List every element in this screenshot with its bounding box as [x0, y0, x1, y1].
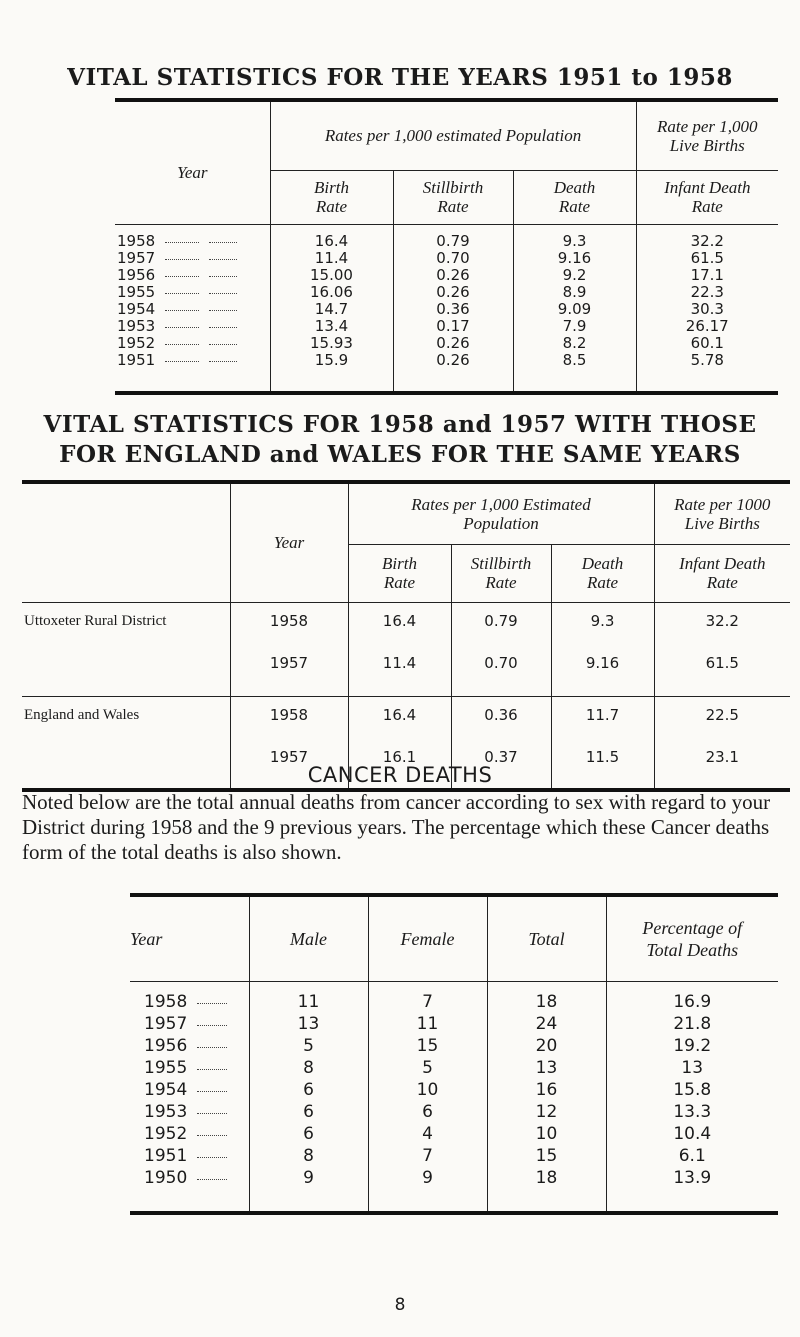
col-group-rate-live-births: Rate per 1000 Live Births: [654, 482, 790, 544]
area-name-cell: Uttoxeter Rural District: [24, 612, 167, 629]
male-count-cell: 6: [249, 1123, 368, 1145]
male-count-cell: 9: [249, 1167, 368, 1189]
stillbirth-rate-cell: 0.26: [393, 284, 513, 301]
death-rate-cell: 9.3: [513, 233, 636, 250]
year-cell: [130, 1145, 249, 1167]
area-name-cell: England and Wales: [24, 706, 140, 723]
stillbirth-rate-cell: 0.17: [393, 318, 513, 335]
male-count-cell: 8: [249, 1145, 368, 1167]
infant-death-rate-cell: 32.2: [636, 233, 778, 250]
year-cell: [130, 1167, 249, 1189]
infant-death-rate-cell-value: 23.1: [705, 747, 739, 766]
vital-stats-table: [115, 98, 778, 395]
col-header-infant-death-rate: Infant Death Rate: [654, 544, 790, 602]
year-value: 1958: [144, 992, 188, 1012]
birth-rate-cell: [348, 602, 451, 696]
leader-dots: [165, 242, 199, 243]
year-cell: [130, 1035, 249, 1057]
female-count-cell: 9: [368, 1167, 487, 1189]
area-header: [22, 482, 230, 602]
infant-death-rate-cell: 61.5: [636, 250, 778, 267]
year-cell: [115, 267, 270, 284]
year-cell: [115, 318, 270, 335]
leader-dots: [209, 276, 237, 277]
table-row: [130, 1145, 778, 1167]
female-count-cell: 11: [368, 1013, 487, 1035]
year-value: 1956: [117, 266, 156, 284]
male-count-cell: 6: [249, 1079, 368, 1101]
percentage-cell: 10.4: [606, 1123, 778, 1145]
year-cell-value: 1957: [269, 653, 309, 672]
total-count-cell: 13: [487, 1057, 606, 1079]
male-count-cell: 8: [249, 1057, 368, 1079]
infant-death-rate-cell: [654, 602, 790, 696]
birth-rate-cell: 16.4: [270, 233, 393, 250]
col-header-infant-death-rate: Infant Death Rate: [636, 170, 778, 224]
year-value: 1955: [144, 1058, 188, 1078]
death-rate-cell-value: 9.3: [590, 611, 615, 630]
table-row: [115, 250, 778, 267]
percentage-cell: 6.1: [606, 1145, 778, 1167]
total-count-cell: 20: [487, 1035, 606, 1057]
percentage-cell: 19.2: [606, 1035, 778, 1057]
birth-rate-cell: 11.4: [270, 250, 393, 267]
year-cell: [130, 991, 249, 1013]
percentage-cell: 13.9: [606, 1167, 778, 1189]
col-header-birth-rate: Birth Rate: [348, 544, 451, 602]
percentage-cell: 21.8: [606, 1013, 778, 1035]
table-row: [115, 318, 778, 335]
infant-death-rate-cell: 26.17: [636, 318, 778, 335]
infant-death-rate-cell-value: 22.5: [705, 705, 739, 724]
year-value: 1952: [144, 1124, 188, 1144]
comparison-table: [22, 480, 790, 792]
col-group-rates-population: Rates per 1,000 Estimated Population: [348, 482, 654, 544]
table-row: [115, 335, 778, 352]
female-count-cell: 4: [368, 1123, 487, 1145]
birth-rate-cell: 15.93: [270, 335, 393, 352]
birth-rate-cell: 16.06: [270, 284, 393, 301]
death-rate-cell-value: 11.5: [585, 747, 620, 766]
birth-rate-cell: 15.00: [270, 267, 393, 284]
year-cell-value: 1958: [269, 611, 309, 630]
leader-dots: [197, 1047, 227, 1048]
female-count-cell: 10: [368, 1079, 487, 1101]
col-header-death-rate: Death Rate: [551, 544, 654, 602]
table-row: [115, 352, 778, 369]
infant-death-rate-cell: 30.3: [636, 301, 778, 318]
year-cell: [115, 335, 270, 352]
year-cell: [115, 233, 270, 250]
leader-dots: [197, 1135, 227, 1136]
death-rate-cell-value: 9.16: [585, 653, 620, 672]
comparison-title-line1: VITAL STATISTICS FOR 1958 and 1957 WITH THOSE: [43, 411, 757, 438]
year-value: 1954: [117, 300, 156, 318]
col-header-stillbirth-rate: Stillbirth Rate: [451, 544, 551, 602]
year-value: 1951: [144, 1146, 188, 1166]
death-rate-cell-value: 11.7: [585, 705, 620, 724]
col-header-percentage: Percentage of Total Deaths: [606, 895, 778, 981]
death-rate-cell: 8.5: [513, 352, 636, 369]
birth-rate-cell-value: 16.4: [382, 705, 417, 724]
table-row: [130, 1013, 778, 1035]
stillbirth-rate-cell-value: 0.37: [484, 747, 518, 766]
birth-rate-cell-value: 16.1: [382, 747, 417, 766]
stillbirth-rate-cell-value: 0.70: [484, 653, 518, 672]
male-count-cell: 11: [249, 991, 368, 1013]
year-value: 1958: [117, 232, 156, 250]
stillbirth-rate-cell: 0.26: [393, 267, 513, 284]
death-rate-cell: 7.9: [513, 318, 636, 335]
comparison-title: [0, 410, 800, 470]
year-cell: [115, 284, 270, 301]
stillbirth-rate-cell-value: 0.36: [484, 705, 518, 724]
table-row: [130, 1123, 778, 1145]
death-rate-cell: 9.09: [513, 301, 636, 318]
female-count-cell: 7: [368, 1145, 487, 1167]
leader-dots: [209, 361, 237, 362]
female-count-cell: 5: [368, 1057, 487, 1079]
percentage-cell: 13.3: [606, 1101, 778, 1123]
leader-dots: [197, 1069, 227, 1070]
table-row: [130, 1167, 778, 1189]
page-number: 8: [394, 1295, 406, 1315]
year-cell: [115, 250, 270, 267]
percentage-cell: 13: [606, 1057, 778, 1079]
leader-dots: [165, 293, 199, 294]
leader-dots: [197, 1025, 227, 1026]
leader-dots: [209, 293, 237, 294]
total-count-cell: 15: [487, 1145, 606, 1167]
leader-dots: [197, 1179, 227, 1180]
col-header-year: Year: [115, 100, 270, 224]
leader-dots: [165, 344, 199, 345]
death-rate-cell: 8.2: [513, 335, 636, 352]
year-cell: [230, 602, 348, 696]
total-count-cell: 18: [487, 1167, 606, 1189]
leader-dots: [197, 1091, 227, 1092]
infant-death-rate-cell-value: 32.2: [705, 611, 739, 630]
col-group-rates-population: Rates per 1,000 estimated Population: [270, 100, 636, 170]
cancer-deaths-title: CANCER DEATHS: [307, 763, 493, 787]
birth-rate-cell: 15.9: [270, 352, 393, 369]
year-cell-value: 1958: [269, 705, 309, 724]
birth-rate-cell-value: 11.4: [382, 653, 417, 672]
year-value: 1950: [144, 1168, 188, 1188]
year-value: 1952: [117, 334, 156, 352]
leader-dots: [165, 310, 199, 311]
col-header-year: Year: [130, 895, 249, 981]
female-count-cell: 7: [368, 991, 487, 1013]
col-group-rate-live-births: Rate per 1,000 Live Births: [636, 100, 778, 170]
year-value: 1953: [117, 317, 156, 335]
col-header-female: Female: [368, 895, 487, 981]
leader-dots: [197, 1113, 227, 1114]
leader-dots: [209, 327, 237, 328]
col-header-death-rate: Death Rate: [513, 170, 636, 224]
birth-rate-cell-value: 16.4: [382, 611, 417, 630]
comparison-title-line2: FOR ENGLAND and WALES FOR THE SAME YEARS: [59, 441, 741, 468]
vital-stats-title: VITAL STATISTICS FOR THE YEARS 1951 to 1958: [67, 64, 733, 91]
stillbirth-rate-cell: 0.79: [393, 233, 513, 250]
table-row: [115, 284, 778, 301]
year-cell-value: 1957: [269, 747, 309, 766]
year-cell: [115, 352, 270, 369]
leader-dots: [209, 310, 237, 311]
leader-dots: [209, 242, 237, 243]
year-value: 1957: [144, 1014, 188, 1034]
percentage-cell: 15.8: [606, 1079, 778, 1101]
stillbirth-rate-cell: 0.26: [393, 335, 513, 352]
col-header-year: Year: [230, 482, 348, 602]
death-rate-cell: 9.2: [513, 267, 636, 284]
stillbirth-rate-cell: 0.26: [393, 352, 513, 369]
cancer-deaths-paragraph: Noted below are the total annual deaths from cancer according to sex with regard to your District during 1958 and the 9 previous years. The percentage which these Cancer deaths form of the total deaths is also shown.: [22, 790, 771, 864]
leader-dots: [197, 1157, 227, 1158]
stillbirth-rate-cell: 0.70: [393, 250, 513, 267]
total-count-cell: 12: [487, 1101, 606, 1123]
total-count-cell: 16: [487, 1079, 606, 1101]
birth-rate-cell: 13.4: [270, 318, 393, 335]
infant-death-rate-cell: 22.3: [636, 284, 778, 301]
year-value: 1953: [144, 1102, 188, 1122]
death-rate-cell: [551, 602, 654, 696]
leader-dots: [165, 361, 199, 362]
leader-dots: [209, 259, 237, 260]
death-rate-cell: 9.16: [513, 250, 636, 267]
total-count-cell: 24: [487, 1013, 606, 1035]
death-rate-cell: 8.9: [513, 284, 636, 301]
year-value: 1951: [117, 351, 156, 369]
year-value: 1955: [117, 283, 156, 301]
table-row: [115, 233, 778, 250]
col-header-male: Male: [249, 895, 368, 981]
infant-death-rate-cell-value: 61.5: [705, 653, 739, 672]
male-count-cell: 6: [249, 1101, 368, 1123]
year-value: 1954: [144, 1080, 188, 1100]
male-count-cell: 13: [249, 1013, 368, 1035]
female-count-cell: 6: [368, 1101, 487, 1123]
leader-dots: [165, 327, 199, 328]
year-cell: [115, 301, 270, 318]
total-count-cell: 10: [487, 1123, 606, 1145]
year-value: 1957: [117, 249, 156, 267]
table-row: [22, 602, 790, 696]
infant-death-rate-cell: 60.1: [636, 335, 778, 352]
cancer-deaths-table: [130, 893, 778, 1215]
col-header-stillbirth-rate: Stillbirth Rate: [393, 170, 513, 224]
female-count-cell: 15: [368, 1035, 487, 1057]
year-cell: [130, 1013, 249, 1035]
percentage-cell: 16.9: [606, 991, 778, 1013]
table-row: [115, 267, 778, 284]
table-row: [130, 1057, 778, 1079]
infant-death-rate-cell: 5.78: [636, 352, 778, 369]
birth-rate-cell: 14.7: [270, 301, 393, 318]
col-header-total: Total: [487, 895, 606, 981]
leader-dots: [165, 259, 199, 260]
col-header-birth-rate: Birth Rate: [270, 170, 393, 224]
year-value: 1956: [144, 1036, 188, 1056]
infant-death-rate-cell: 17.1: [636, 267, 778, 284]
stillbirth-rate-cell-value: 0.79: [484, 611, 518, 630]
year-cell: [130, 1123, 249, 1145]
male-count-cell: 5: [249, 1035, 368, 1057]
leader-dots: [197, 1003, 227, 1004]
stillbirth-rate-cell: [451, 602, 551, 696]
table-row: [130, 1079, 778, 1101]
table-row: [115, 301, 778, 318]
table-row: [130, 1101, 778, 1123]
leader-dots: [165, 276, 199, 277]
table-row: [130, 991, 778, 1013]
year-cell: [130, 1101, 249, 1123]
stillbirth-rate-cell: 0.36: [393, 301, 513, 318]
year-cell: [130, 1057, 249, 1079]
year-cell: [130, 1079, 249, 1101]
table-row: [130, 1035, 778, 1057]
leader-dots: [209, 344, 237, 345]
total-count-cell: 18: [487, 991, 606, 1013]
